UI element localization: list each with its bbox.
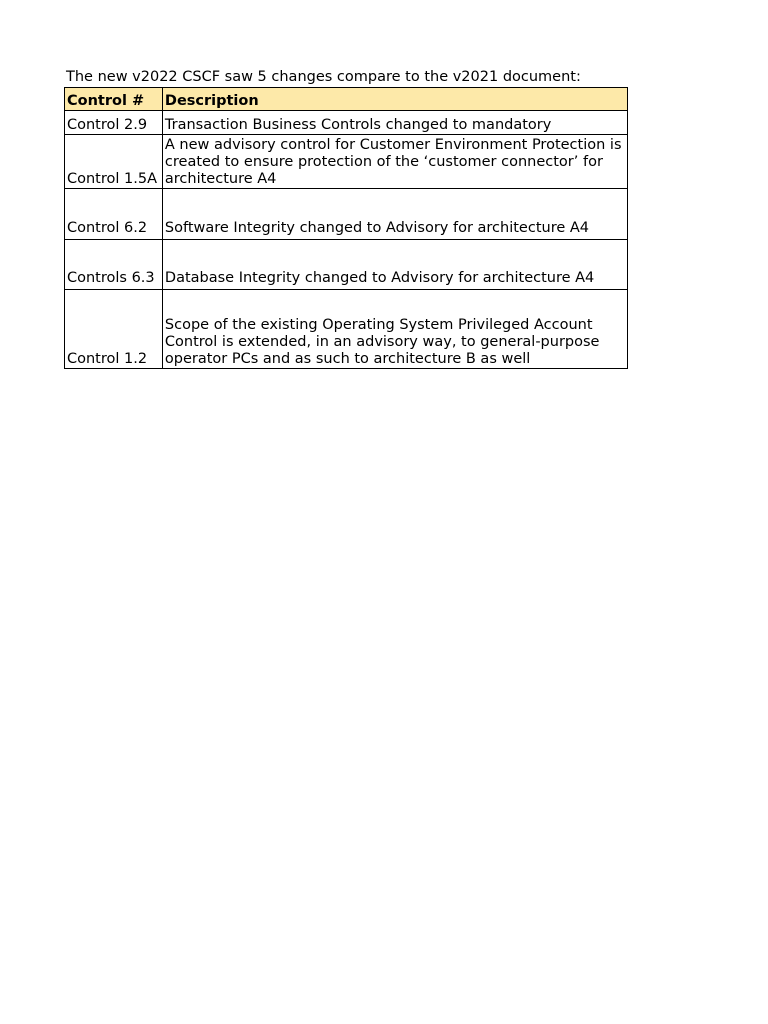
table-row — [65, 290, 628, 369]
description-cell: Software Integrity changed to Advisory for architecture A4 — [162, 189, 627, 240]
description-cell: A new advisory control for Customer Environment Protection is created to ensure protection of the ‘customer connector’ for architecture A4 — [162, 135, 627, 189]
column-header-control: Control # — [65, 88, 163, 111]
table-header-row — [65, 88, 628, 111]
description-cell: Scope of the existing Operating System Privileged Account Control is extended, in an advisory way, to general-purpose operator PCs and as such to architecture B as well — [162, 290, 627, 369]
changes-table — [64, 87, 628, 369]
description-cell: Transaction Business Controls changed to mandatory — [162, 111, 627, 135]
intro-text: The new v2022 CSCF saw 5 changes compare to the v2021 document: — [66, 69, 581, 85]
table-row — [65, 135, 628, 189]
description-cell: Database Integrity changed to Advisory for architecture A4 — [162, 240, 627, 290]
control-cell: Control 1.2 — [65, 290, 163, 369]
control-cell: Controls 6.3 — [65, 240, 163, 290]
table-row — [65, 189, 628, 240]
control-cell: Control 6.2 — [65, 189, 163, 240]
control-cell: Control 2.9 — [65, 111, 163, 135]
table-row — [65, 111, 628, 135]
column-header-description: Description — [162, 88, 627, 111]
table-row — [65, 240, 628, 290]
control-cell: Control 1.5A — [65, 135, 163, 189]
